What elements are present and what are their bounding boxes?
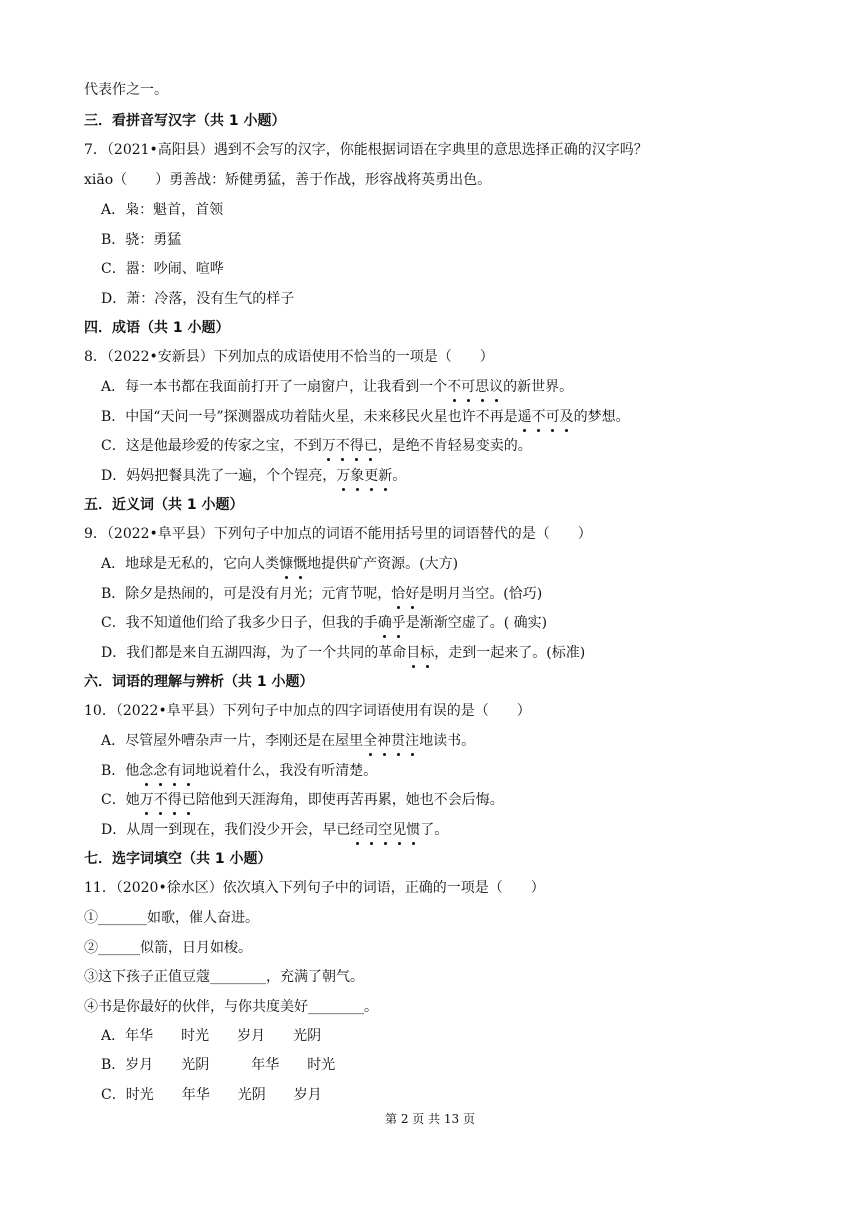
emphasis-dot-char: 不 [531, 409, 546, 425]
emphasized-words [322, 438, 378, 454]
q11-blank-1: ①_______如歌，催人奋进。 [84, 910, 259, 926]
emphasized-words [518, 409, 574, 425]
emphasis-dot-char: 更 [364, 468, 379, 484]
q10-option-a [101, 731, 475, 751]
q7-option-b: B．骁：勇猛 [101, 232, 182, 248]
q11-blank-3: ③这下孩子正值豆蔻________，充满了朝气。 [84, 969, 364, 985]
option-text-after: 是明月当空。(恰巧) [419, 586, 543, 602]
emphasis-dot-char: 恰 [391, 586, 406, 602]
emphasized-words [336, 468, 392, 484]
emphasis-dot-char: 注 [405, 733, 420, 749]
option-text-after: ，走到一起来了。(标准) [434, 645, 586, 661]
q7-option-c: C．嚣：吵闹、喧哗 [101, 261, 224, 277]
q11-option-c: C．时光 年华 光阴 岁月 [101, 1087, 322, 1103]
option-text-before: D．从周一到现在，我们没少开会，早已 [101, 822, 351, 838]
emphasis-dot-char: 目 [406, 645, 421, 661]
q9-option-c [101, 613, 547, 633]
option-text-before: A．每一本书都在我面前打开了一扇窗户，让我看到一个 [101, 379, 448, 395]
q9-option-d [101, 643, 585, 663]
option-text-after: 地读书。 [419, 733, 476, 749]
option-text-before: B．他 [101, 763, 140, 779]
emphasis-dot-char: 念 [139, 763, 154, 779]
option-text-after: 的梦想。 [573, 409, 630, 425]
option-text-before: C．这是他最珍爱的传家之宝，不到 [101, 438, 322, 454]
q11-blank-4: ④书是你最好的伙伴，与你共度美好________。 [84, 999, 378, 1015]
emphasis-dot-char: 可 [545, 409, 560, 425]
emphasis-dot-char: 已 [363, 438, 378, 454]
section-heading-5: 五．近义词（共 1 小题） [84, 497, 244, 513]
q10-option-b [101, 761, 377, 781]
option-text-after: 是渐渐空虚了。( 确实) [405, 615, 548, 631]
emphasis-dot-char: 不 [335, 438, 350, 454]
emphasis-dot-char: 得 [349, 438, 364, 454]
emphasis-dot-char: 不 [447, 379, 462, 395]
q9-option-a [101, 554, 458, 574]
q8-option-b [101, 407, 630, 427]
emphasis-dot-char: 司 [364, 822, 379, 838]
emphasis-dot-char: 议 [489, 379, 504, 395]
emphasis-dot-char: 经 [350, 822, 365, 838]
q8-option-c [101, 436, 532, 456]
q10-option-c [101, 790, 504, 810]
emphasis-dot-char: 慷 [279, 556, 294, 572]
emphasis-dot-char: 万 [139, 792, 154, 808]
q8-option-a [101, 377, 573, 397]
emphasized-words [391, 586, 419, 602]
q7-option-a: A．枭：魁首，首领 [101, 202, 224, 218]
emphasis-dot-char: 不 [153, 792, 168, 808]
emphasis-dot-char: 空 [378, 822, 393, 838]
emphasized-words [139, 763, 195, 779]
emphasis-dot-char: 惯 [406, 822, 421, 838]
section-heading-6: 六．词语的理解与辨析（共 1 小题） [84, 674, 314, 690]
section-heading-3: 三．看拼音写汉字（共 1 小题） [84, 113, 286, 129]
emphasized-words [447, 379, 503, 395]
q8-option-d [101, 466, 406, 486]
emphasized-words [378, 615, 406, 631]
emphasized-words [363, 733, 419, 749]
emphasis-dot-char: 思 [475, 379, 490, 395]
q11-blank-2: ②______似箭，日月如梭。 [84, 940, 252, 956]
emphasis-dot-char: 万 [336, 468, 351, 484]
option-text-before: B．中国“天问一号”探测器成功着陆火星，未来移民火星也许不再是 [101, 409, 518, 425]
emphasis-dot-char: 慨 [293, 556, 308, 572]
option-text-after: 地说着什么，我没有听清楚。 [195, 763, 378, 779]
question-10: 10．（2022•阜平县）下列句子中加点的四字词语使用有误的是（ ） [84, 703, 531, 719]
emphasis-dot-char: 贯 [391, 733, 406, 749]
option-text-before: A．地球是无私的，它向人类 [101, 556, 280, 572]
option-text-after: 地提供矿产资源。(大方) [307, 556, 459, 572]
option-text-after: 了。 [420, 822, 449, 838]
emphasis-dot-char: 确 [377, 615, 392, 631]
emphasis-dot-char: 好 [405, 586, 420, 602]
emphasis-dot-char: 已 [181, 792, 196, 808]
emphasis-dot-char: 可 [461, 379, 476, 395]
page-footer: 第 2 页 共 13 页 [385, 1112, 475, 1126]
question-8: 8．（2022•安新县）下列加点的成语使用不恰当的一项是（ ） [84, 349, 494, 365]
option-text-before: C．她 [101, 792, 140, 808]
emphasis-dot-char: 及 [559, 409, 574, 425]
option-text-before: C．我不知道他们给了我多少日子，但我的手 [101, 615, 378, 631]
emphasis-dot-char: 标 [420, 645, 435, 661]
option-text-after: 。 [392, 468, 407, 484]
option-text-before: B．除夕是热闹的，可是没有月光；元宵节呢， [101, 586, 392, 602]
q10-option-d [101, 820, 448, 840]
q9-option-b [101, 584, 542, 604]
emphasis-dot-char: 词 [181, 763, 196, 779]
section-heading-7: 七．选字词填空（共 1 小题） [84, 851, 272, 867]
emphasis-dot-char: 乎 [391, 615, 406, 631]
q7-option-d: D．萧：冷落，没有生气的样子 [101, 291, 295, 307]
emphasis-dot-char: 全 [363, 733, 378, 749]
emphasis-dot-char: 得 [167, 792, 182, 808]
option-text-after: 的新世界。 [503, 379, 574, 395]
section-heading-4: 四．成语（共 1 小题） [84, 320, 230, 336]
emphasis-dot-char: 万 [321, 438, 336, 454]
q11-option-a: A．年华 时光 岁月 光阴 [101, 1028, 322, 1044]
emphasis-dot-char: 念 [153, 763, 168, 779]
emphasis-dot-char: 有 [167, 763, 182, 779]
option-text-before: A．尽管屋外嘈杂声一片，李刚还是在屋里 [101, 733, 364, 749]
emphasized-words [279, 556, 307, 572]
question-7-stem: xiāo（ ）勇善战：矫健勇猛，善于作战，形容战将英勇出色。 [84, 172, 492, 188]
option-text-after: 陪他到天涯海角，即使再苦再累，她也不会后悔。 [195, 792, 504, 808]
question-11: 11．（2020•徐水区）依次填入下列句子中的词语，正确的一项是（ ） [84, 880, 545, 896]
emphasized-words [406, 645, 434, 661]
emphasis-dot-char: 见 [392, 822, 407, 838]
question-7: 7．（2021•高阳县）遇到不会写的汉字，你能根据词语在字典里的意思选择正确的汉字吗？ [84, 142, 648, 158]
option-text-before: D．我们都是来自五湖四海，为了一个共同的革命 [101, 645, 407, 661]
continued-text: 代表作之一。 [84, 82, 168, 98]
emphasis-dot-char: 新 [378, 468, 393, 484]
option-text-after: ，是绝不肯轻易变卖的。 [377, 438, 532, 454]
question-9: 9．（2022•阜平县）下列句子中加点的词语不能用括号里的词语替代的是（ ） [84, 526, 592, 542]
emphasis-dot-char: 象 [350, 468, 365, 484]
emphasized-words [350, 822, 420, 838]
emphasis-dot-char: 遥 [517, 409, 532, 425]
option-text-before: D．妈妈把餐具洗了一遍，个个锃亮， [101, 468, 337, 484]
emphasized-words [140, 792, 196, 808]
emphasis-dot-char: 神 [377, 733, 392, 749]
q11-option-b: B．岁月 光阴 年华 时光 [101, 1057, 336, 1073]
